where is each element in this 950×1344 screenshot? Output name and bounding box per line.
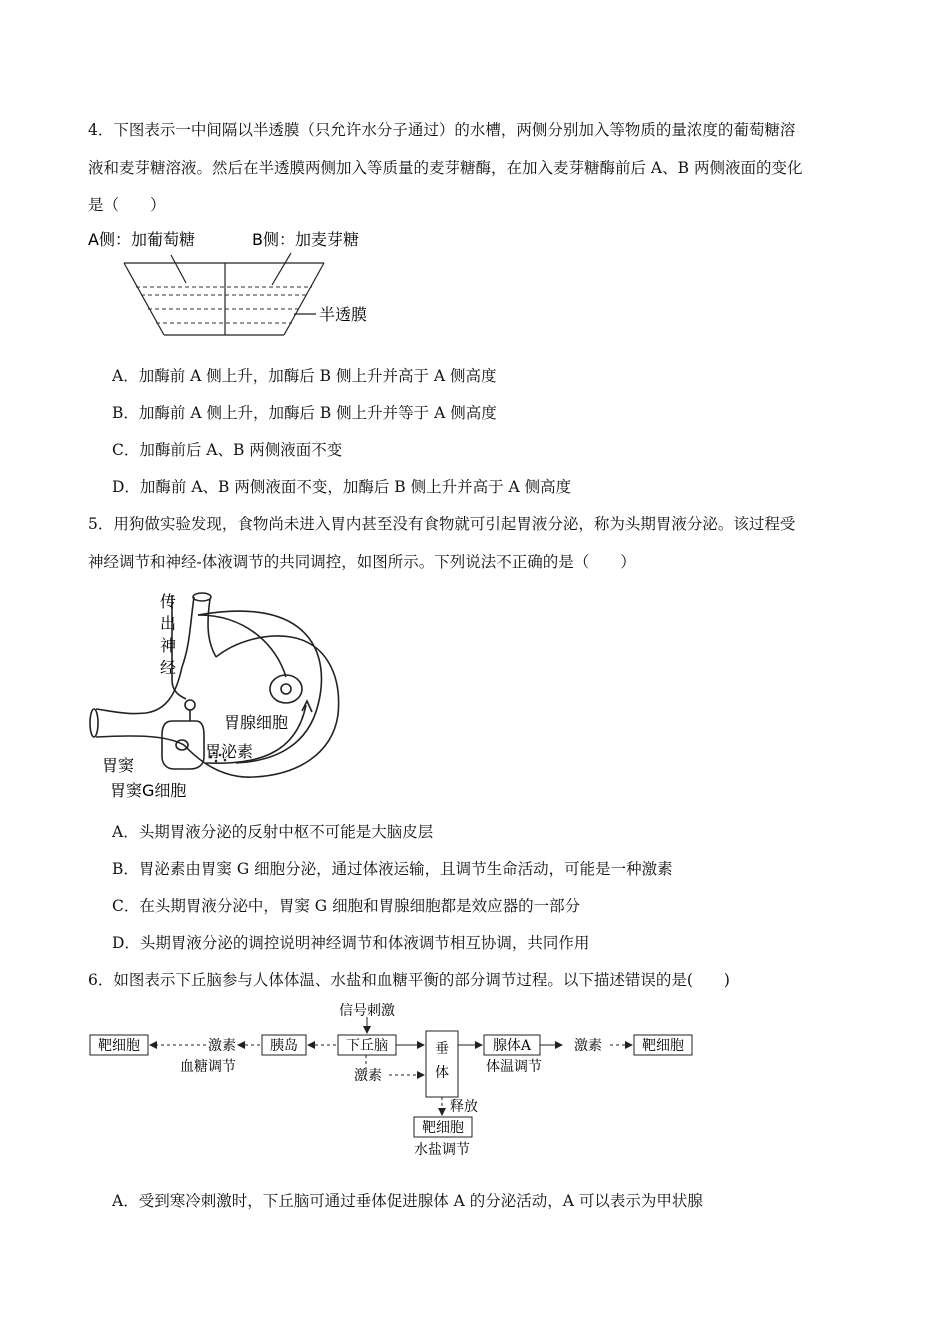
q6-target-cell-left: 靶细胞: [98, 1038, 140, 1054]
q5-stem-line-2: 神经调节和神经-体液调节的共同调控，如图所示。下列说法不正确的是（ ）: [88, 553, 636, 571]
q6-pituitary-top: 垂: [435, 1041, 449, 1057]
q6-pituitary-bottom: 体: [435, 1065, 449, 1081]
q4-option-b: B．加酶前 A 侧上升，加酶后 B 侧上升并等于 A 侧高度: [112, 404, 497, 422]
q4-option-c: C．加酶前后 A、B 两侧液面不变: [112, 441, 343, 459]
q5-nerve-char-4: 经: [160, 658, 177, 677]
q6-signal: 信号刺激: [339, 1003, 395, 1019]
q4-option-d: D．加酶前 A、B 两侧液面不变，加酶后 B 侧上升并高于 A 侧高度: [112, 478, 572, 496]
q6-flow-diagram: [86, 1003, 706, 1158]
q5-option-b: B．胃泌素由胃窦 G 细胞分泌，通过体液运输，且调节生命活动，可能是一种激素: [112, 860, 673, 878]
q6-water-salt: 水盐调节: [414, 1142, 470, 1158]
q5-stomach-diagram: [86, 585, 356, 805]
q5-option-d: D．头期胃液分泌的调控说明神经调节和体液调节相互协调，共同作用: [112, 934, 590, 952]
q4-label-membrane: 半透膜: [319, 305, 368, 324]
q5-option-a: A．头期胃液分泌的反射中枢不可能是大脑皮层: [112, 823, 434, 841]
q4-label-a: A侧：加葡萄糖: [88, 230, 195, 249]
q6-hormone-right: 激素: [574, 1038, 602, 1054]
q4-trough-diagram: [86, 225, 386, 340]
q6-blood-sugar: 血糖调节: [180, 1059, 236, 1075]
q6-pancreas: 胰岛: [270, 1038, 298, 1054]
q6-hormone-left: 激素: [208, 1038, 236, 1054]
q5-nerve-char-2: 出: [160, 614, 177, 633]
q5-nerve-char-1: 传: [160, 592, 177, 611]
q6-hormone-mid: 激素: [354, 1068, 382, 1084]
q4-stem-line-1: 4．下图表示一中间隔以半透膜（只允许水分子通过）的水槽，两侧分别加入等物质的量浓度的葡萄糖溶: [88, 121, 796, 139]
q6-target-cell-bottom: 靶细胞: [422, 1120, 464, 1136]
q6-gland-a: 腺体A: [492, 1038, 532, 1054]
q5-stem-line-1: 5．用狗做实验发现，食物尚未进入胃内甚至没有食物就可引起胃液分泌，称为头期胃液分泌。该过程受: [88, 515, 796, 533]
q5-label-antrum: 胃窦: [102, 756, 135, 775]
q5-label-gastrin: 胃泌素: [205, 742, 254, 761]
q5-nerve-char-3: 神: [160, 636, 177, 655]
q4-stem-line-2: 液和麦芽糖溶液。然后在半透膜两侧加入等质量的麦芽糖酶，在加入麦芽糖酶前后 A、B 两侧液面的变化: [88, 159, 803, 177]
q6-target-cell-right: 靶细胞: [642, 1038, 684, 1054]
q5-label-gland-cell: 胃腺细胞: [224, 713, 289, 732]
q5-option-c: C．在头期胃液分泌中，胃窦 G 细胞和胃腺细胞都是效应器的一部分: [112, 897, 581, 915]
q4-label-b: B侧：加麦芽糖: [252, 230, 359, 249]
q6-body-temp: 体温调节: [486, 1059, 542, 1075]
q4-option-a: A．加酶前 A 侧上升，加酶后 B 侧上升并高于 A 侧高度: [112, 367, 497, 385]
q5-label-g-cell: 胃窦G细胞: [110, 781, 187, 800]
q6-option-a: A．受到寒冷刺激时，下丘脑可通过垂体促进腺体 A 的分泌活动，A 可以表示为甲状腺: [112, 1192, 703, 1210]
q6-stem-line-1: 6．如图表示下丘脑参与人体体温、水盐和血糖平衡的部分调节过程。以下描述错误的是( ): [88, 971, 730, 989]
q6-hypothalamus: 下丘脑: [346, 1038, 388, 1054]
q4-stem-line-3: 是（ ）: [88, 196, 166, 214]
q6-release: 释放: [450, 1099, 478, 1115]
